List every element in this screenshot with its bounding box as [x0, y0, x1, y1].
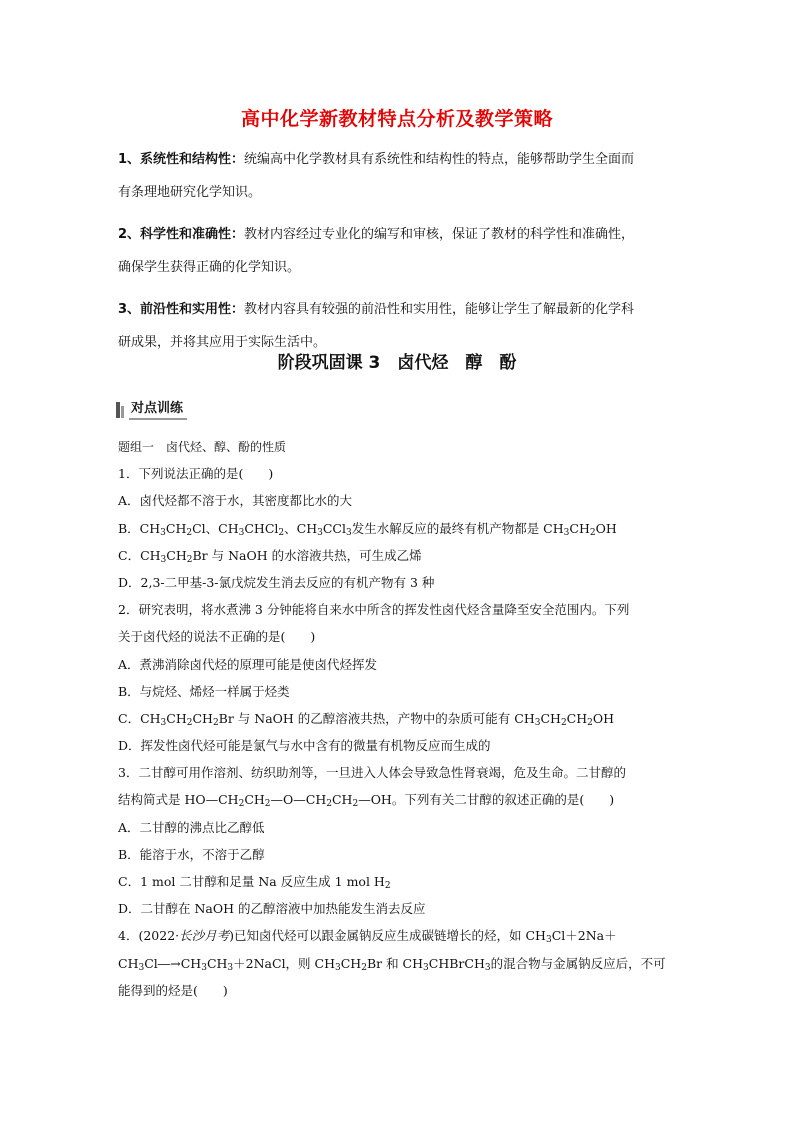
question-2-option-b: B．与烷烃、烯烃一样属于烃类	[118, 683, 290, 699]
intro-point-text: 研成果，并将其应用于实际生活中。	[118, 335, 327, 350]
question-3-option-c: C．1 mol 二甘醇和足量 Na 反应生成 1 mol $H_2$	[118, 874, 391, 891]
question-2-option-d: D．挥发性卤代烃可能是氯气与水中含有的微量有机物反应而生成的	[118, 738, 491, 754]
question-3-stem: 3．二甘醇可用作溶剂、纺织助剂等，一旦进入人体会导致急性肾衰竭，危及生命。二甘醇的	[118, 765, 626, 781]
question-1-option-c: C．$CH_3CH_2Br$ 与 NaOH 的水溶液共热，可生成乙烯	[118, 547, 422, 565]
question-2-stem: 2．研究表明，将水煮沸 3 分钟能将自来水中所含的挥发性卤代烃含量降至安全范围内。下列	[118, 602, 630, 618]
question-1-stem: 1．下列说法正确的是( )	[118, 466, 274, 482]
intro-point-text: 教材内容经过专业化的编写和审核，保证了教材的科学性和准确性，	[244, 227, 635, 242]
page-title: 高中化学新教材特点分析及教学策略	[240, 108, 553, 130]
question-list	[118, 436, 688, 1007]
intro-point-label: 2、科学性和准确性：	[118, 227, 245, 242]
question-2-option-c: C．$CH_3CH_2CH_2Br$ 与 NaOH 的乙醇溶液共热，产物中的杂质可能有 $CH_3CH_2CH_2OH$	[118, 710, 615, 728]
question-4-source: 长沙月考	[179, 928, 230, 944]
question-3-option-d: D．二甘醇在 NaOH 的乙醇溶液中加热能发生消去反应	[118, 901, 426, 917]
question-3-option-b: B．能溶于水，不溶于乙醇	[118, 846, 265, 862]
question-2-stem-cont: 关于卤代烃的说法不正确的是( )	[118, 629, 316, 645]
intro-point-label: 1、系统性和结构性：	[118, 152, 245, 167]
intro-point-text: 有条理地研究化学知识。	[118, 185, 262, 200]
intro-point-2	[118, 218, 684, 284]
question-4-stem-cont: $CH_3Cl―\to CH_3CH_3+2NaCl$，则 $CH_3CH_2Br$ 和 $CH_3CHBrCH_3$的混合物与金属钠反应后，不可	[118, 955, 666, 973]
question-1-option-d: D．2,3-二甲基-3-氯戊烷发生消去反应的有机产物有 3 种	[118, 574, 435, 590]
question-4-stem-end: 能得到的烃是( )	[118, 982, 228, 998]
intro-point-1	[118, 143, 684, 209]
section-marker-icon	[116, 402, 125, 418]
question-2-option-a: A．煮沸消除卤代烃的原理可能是使卤代烃挥发	[118, 656, 378, 672]
intro-point-3	[118, 293, 684, 359]
question-1-option-b: B．$CH_3CH_2Cl$、$CH_3CHCl_2$、$CH_3CCl_3$发生水解反应的最终有机产物都是 $CH_3CH_2OH$	[118, 520, 617, 538]
intro-point-label: 3、前沿性和实用性：	[118, 302, 245, 317]
intro-point-text: 确保学生获得正确的化学知识。	[118, 260, 301, 275]
question-3-option-a: A．二甘醇的沸点比乙醇低	[118, 819, 265, 835]
group-title: 题组一 卤代烃、醇、酚的性质	[118, 440, 287, 454]
section-tag-label: 对点训练	[129, 401, 187, 420]
intro-point-text: 教材内容具有较强的前沿性和实用性，能够让学生了解最新的化学科	[244, 302, 635, 317]
lesson-title: 阶段巩固课 3 卤代烃 醇 酚	[277, 353, 517, 373]
intro-point-text: 统编高中化学教材具有系统性和结构性的特点，能够帮助学生全面而	[244, 152, 635, 167]
section-tag	[116, 400, 187, 420]
intro-section	[118, 143, 684, 368]
question-1-option-a: A．卤代烃都不溶于水，其密度都比水的大	[118, 493, 353, 509]
question-4-stem: 4．(2022·长沙月考)已知卤代烃可以跟金属钠反应生成碳链增长的烃，如 $CH_3Cl+2Na+$	[118, 928, 617, 946]
question-3-stem-cont: 结构简式是 $HO—CH_2CH_2—O—CH_2CH_2—OH$。下列有关二甘醇的叙述正确的是( )	[118, 792, 615, 810]
